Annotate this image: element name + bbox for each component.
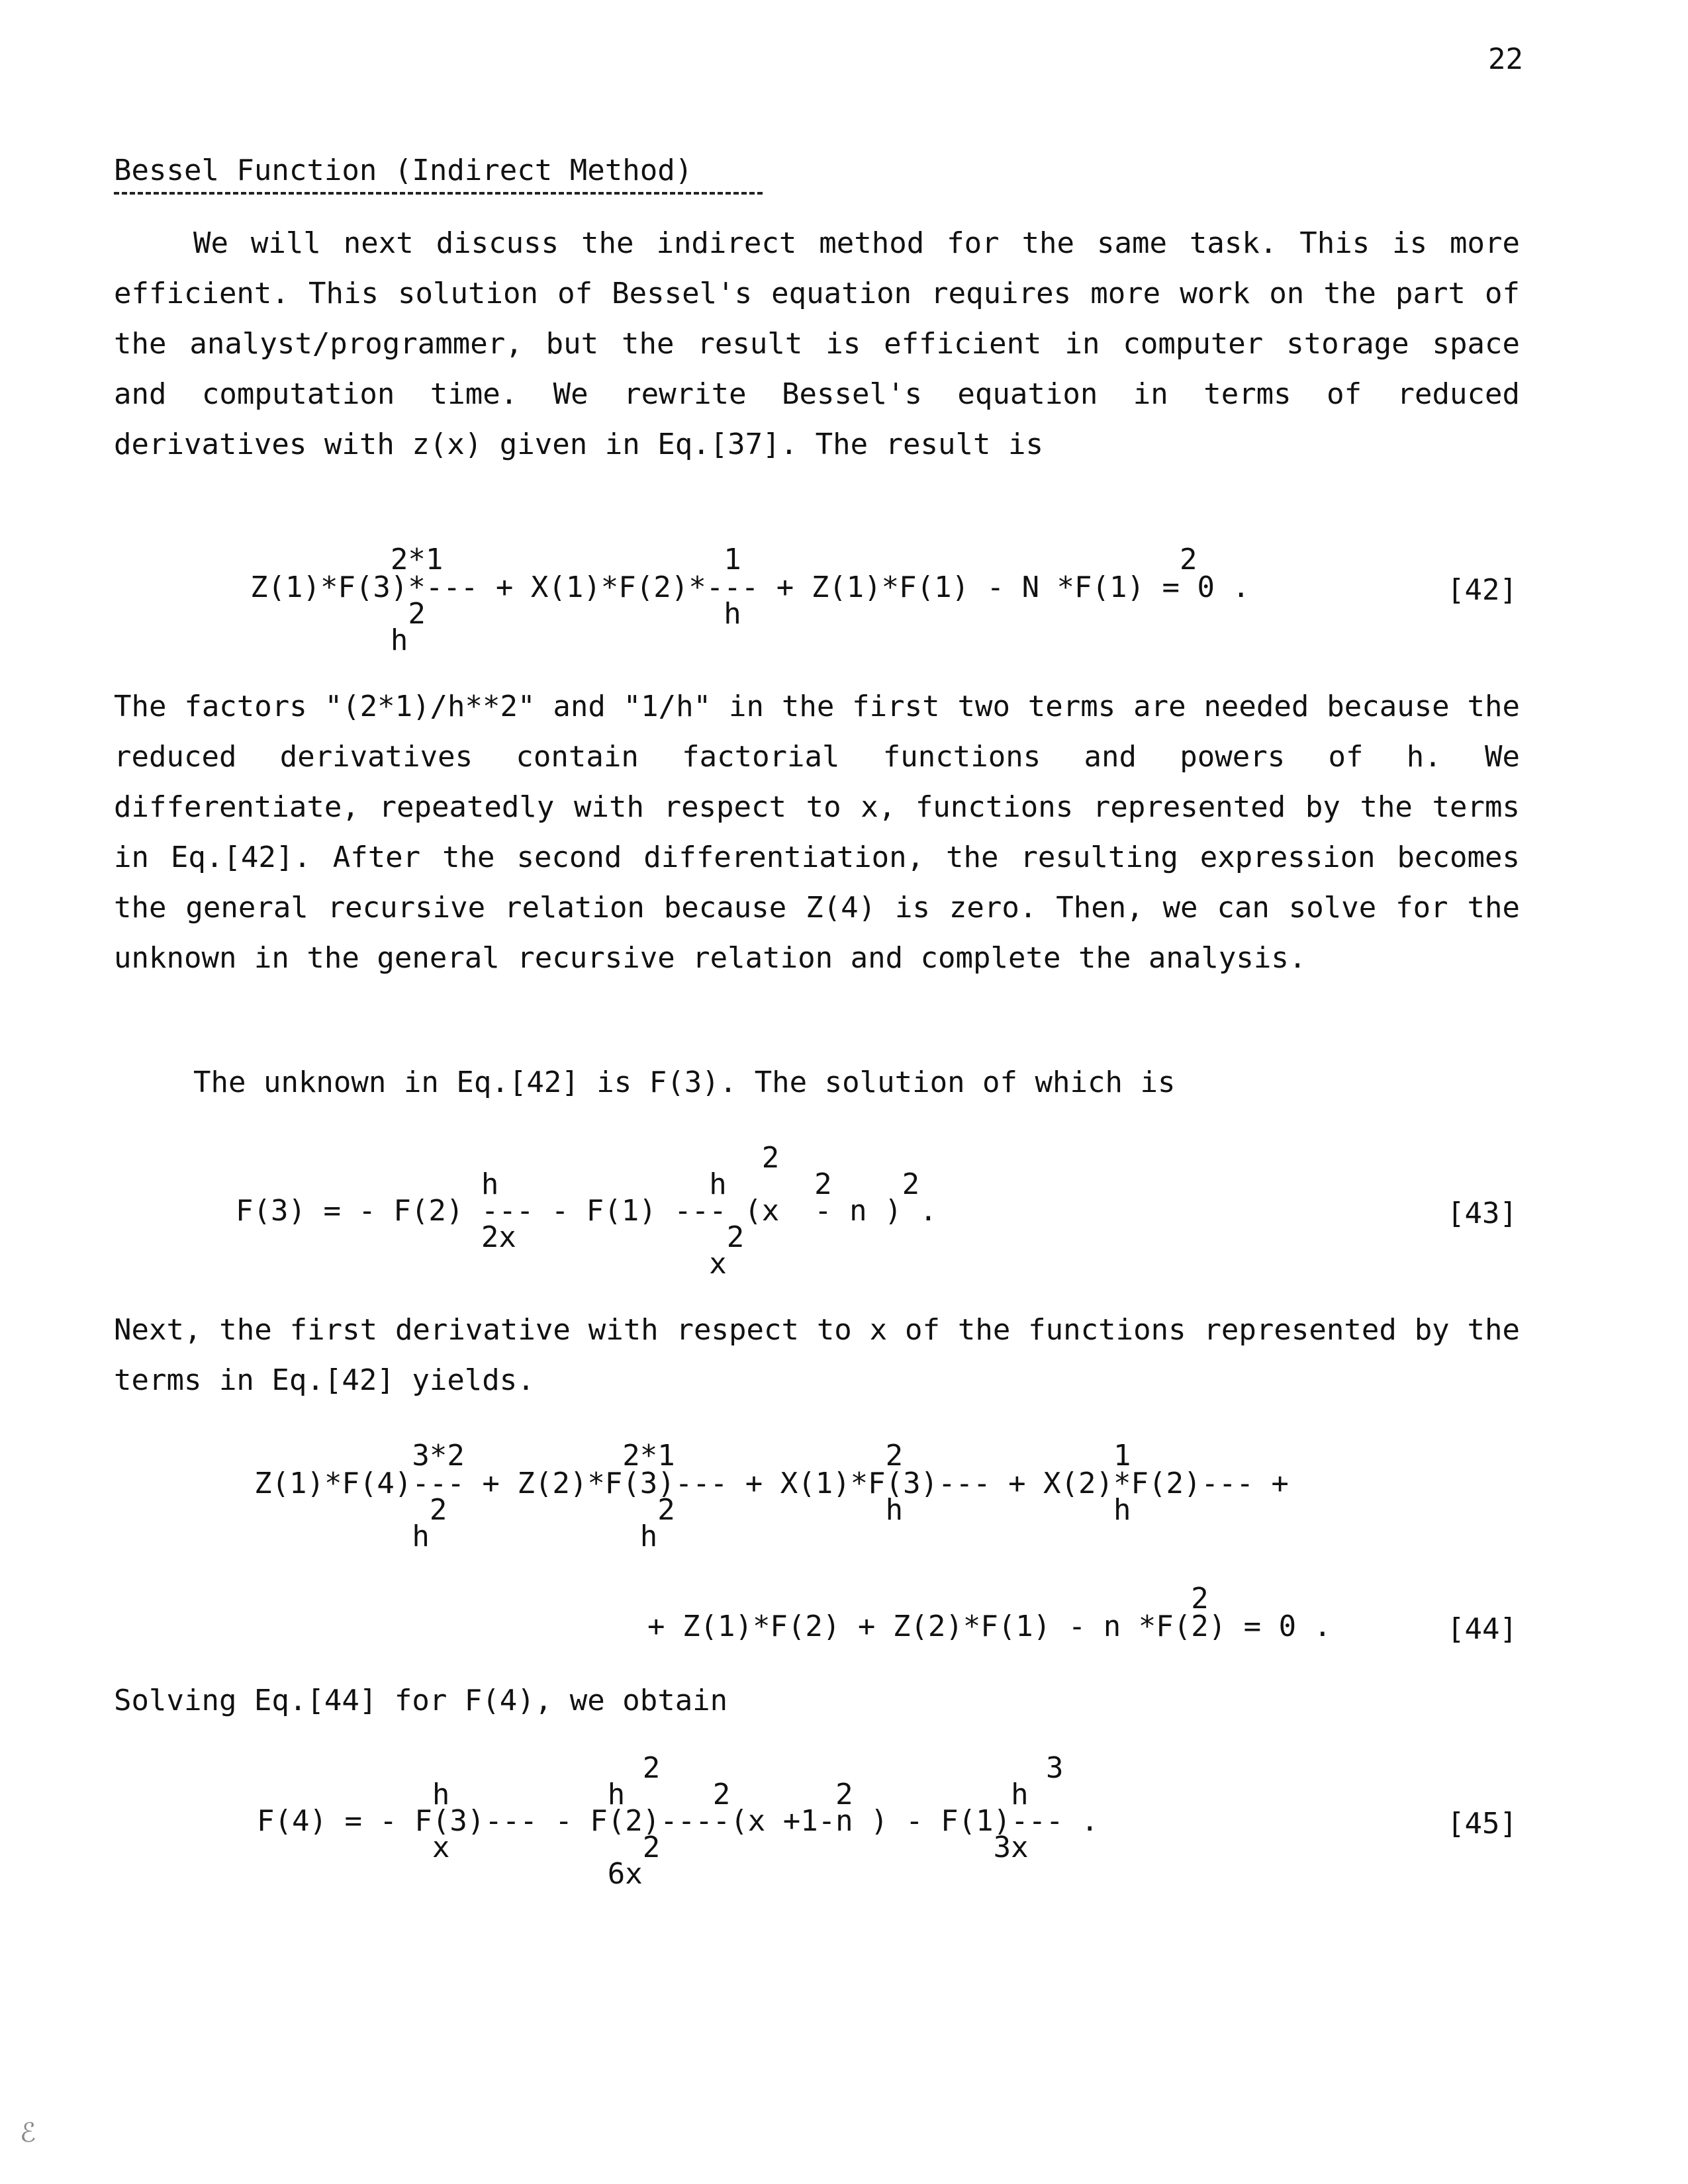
eq42-denominators: 2 h xyxy=(250,597,741,631)
section-heading: Bessel Function (Indirect Method) xyxy=(114,154,693,187)
eq45-number: [45] xyxy=(1447,1807,1517,1841)
eq45-denominators: x 2 3x xyxy=(257,1831,1029,1864)
eq43-number: [43] xyxy=(1447,1197,1517,1230)
eq43-main-line: F(3) = - F(2) --- - F(1) --- (x - n ) . xyxy=(236,1194,937,1228)
eq44-superscripts: 3*2 2*1 2 1 xyxy=(254,1439,1131,1473)
heading-underline xyxy=(114,192,763,195)
eq42-superscripts: 2*1 1 2 xyxy=(250,543,1197,576)
paragraph-unknown: The unknown in Eq.[42] is F(3). The solution of which is xyxy=(193,1066,1176,1099)
eq43-top-exponent: 2 xyxy=(236,1141,780,1175)
eq42-denominator-base: h xyxy=(250,623,408,657)
margin-scribble: ℰ xyxy=(20,2118,36,2148)
eq45-top-exponents: 2 3 xyxy=(257,1751,1064,1785)
eq43-denominators: 2x 2 xyxy=(236,1220,745,1254)
paragraph-solving: Solving Eq.[44] for F(4), we obtain xyxy=(114,1684,728,1717)
eq44-second-line: + Z(1)*F(2) + Z(2)*F(1) - n *F(2) = 0 . xyxy=(647,1610,1332,1643)
eq44-number: [44] xyxy=(1447,1612,1517,1646)
eq45-main-line: F(4) = - F(3)--- - F(2)----(x +1-n ) - F(1)--- . xyxy=(257,1804,1099,1838)
eq42-main-line: Z(1)*F(3)*--- + X(1)*F(2)*--- + Z(1)*F(1) - N *F(1) = 0 . xyxy=(250,570,1250,604)
paragraph-intro: We will next discuss the indirect method for the same task. This is more efficient. This solution of Bessel's equation requires more work on the part of the analyst/programmer, but the result is efficient in computer storage space and computation time. We rewrite Bessel's equation in terms of reduced derivatives with z(x) given in Eq.[37]. The result is xyxy=(114,226,1520,461)
eq45-numerators: h h 2 2 h xyxy=(257,1778,1029,1811)
paragraph-derivative: Next, the first derivative with respect to x of the functions represented by the terms in Eq.[42] yields. xyxy=(114,1313,1520,1397)
eq44-second-superscript: 2 xyxy=(647,1582,1209,1615)
eq44-denominator-base: h h xyxy=(254,1520,658,1553)
eq45-denominator-base: 6x xyxy=(257,1857,643,1891)
page-number: 22 xyxy=(1488,42,1523,76)
eq44-main-line: Z(1)*F(4)--- + Z(2)*F(3)--- + X(1)*F(3)--- + X(2)*F(2)--- + xyxy=(254,1467,1289,1500)
eq43-numerators: h h 2 2 xyxy=(236,1167,920,1201)
eq43-denominator-base: x xyxy=(236,1247,727,1281)
paragraph-factors: The factors "(2*1)/h**2" and "1/h" in the first two terms are needed because the reduced derivatives contain factorial functions and powers of h. We differentiate, repeatedly with respect to x, functions represented by the terms in Eq.[42]. After the second differentiation, the resulting expression becomes the general recursive relation because Z(4) is zero. Then, we can solve for the unknown in the general recursive relation and complete the analysis. xyxy=(114,690,1520,975)
eq42-number: [42] xyxy=(1447,573,1517,607)
eq44-denominators: 2 2 h h xyxy=(254,1493,1131,1527)
